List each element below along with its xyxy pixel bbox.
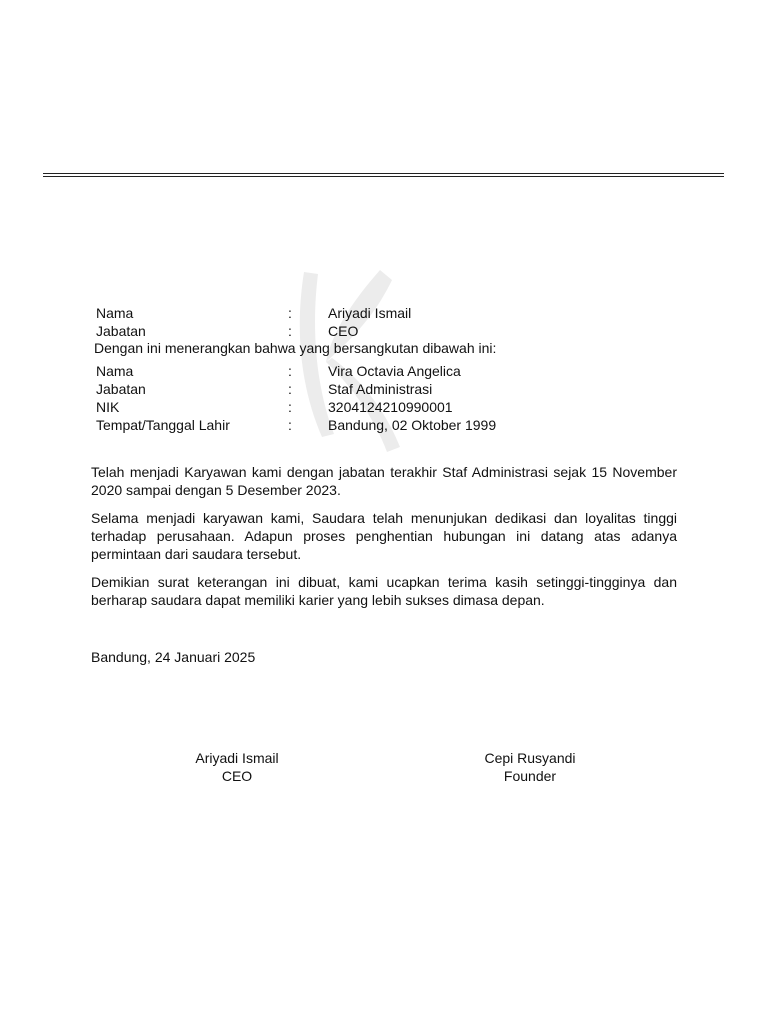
field-value: Bandung, 02 Oktober 1999 <box>328 417 497 433</box>
signatory-name: Ariyadi Ismail <box>195 750 279 766</box>
header-rule-top <box>43 173 724 174</box>
field-label: Tempat/Tanggal Lahir <box>96 417 230 433</box>
employee-row-name <box>96 362 686 380</box>
field-separator: : <box>288 381 292 397</box>
field-value: CEO <box>328 323 359 339</box>
field-separator: : <box>288 305 292 321</box>
issuer-details <box>96 304 686 340</box>
intro-statement: Dengan ini menerangkan bahwa yang bersangkutan dibawah ini: <box>94 340 497 356</box>
signature-block-founder <box>430 749 630 785</box>
signature-block-ceo <box>137 749 337 785</box>
closing-paragraph: Demikian surat keterangan ini dibuat, kami ucapkan terima kasih setinggi-tingginya dan berharap saudara dapat memiliki karier yang lebih sukses dimasa depan. <box>91 574 677 608</box>
field-value: Vira Octavia Angelica <box>328 363 461 379</box>
employee-row-birth <box>96 416 686 434</box>
field-label: Nama <box>96 305 134 321</box>
employee-row-nik <box>96 398 686 416</box>
field-separator: : <box>288 363 292 379</box>
field-label: NIK <box>96 399 120 415</box>
field-label: Nama <box>96 363 134 379</box>
field-value: Staf Administrasi <box>328 381 433 397</box>
field-separator: : <box>288 417 292 433</box>
field-separator: : <box>288 399 292 415</box>
signatory-title: CEO <box>221 768 253 784</box>
field-separator: : <box>288 323 292 339</box>
signatory-title: Founder <box>503 768 557 784</box>
signatory-name: Cepi Rusyandi <box>484 750 576 766</box>
field-value: 3204124210990001 <box>328 399 453 415</box>
issuer-row-name <box>96 304 686 322</box>
employee-row-position <box>96 380 686 398</box>
field-label: Jabatan <box>96 381 146 397</box>
place-date: Bandung, 24 Januari 2025 <box>91 649 256 665</box>
field-label: Jabatan <box>96 323 146 339</box>
field-value: Ariyadi Ismail <box>328 305 412 321</box>
issuer-row-position <box>96 322 686 340</box>
dedication-paragraph: Selama menjadi karyawan kami, Saudara telah menunjukan dedikasi dan loyalitas tinggi terhadap perusahaan. Adapun proses penghentian hubungan ini datang atas adanya permintaan dari saudara tersebut. <box>91 510 677 562</box>
employment-paragraph: Telah menjadi Karyawan kami dengan jabatan terakhir Staf Administrasi sejak 15 November 2020 sampai dengan 5 Desember 2023. <box>91 464 677 498</box>
employee-details <box>96 362 686 434</box>
header-rule-bottom <box>43 176 724 177</box>
